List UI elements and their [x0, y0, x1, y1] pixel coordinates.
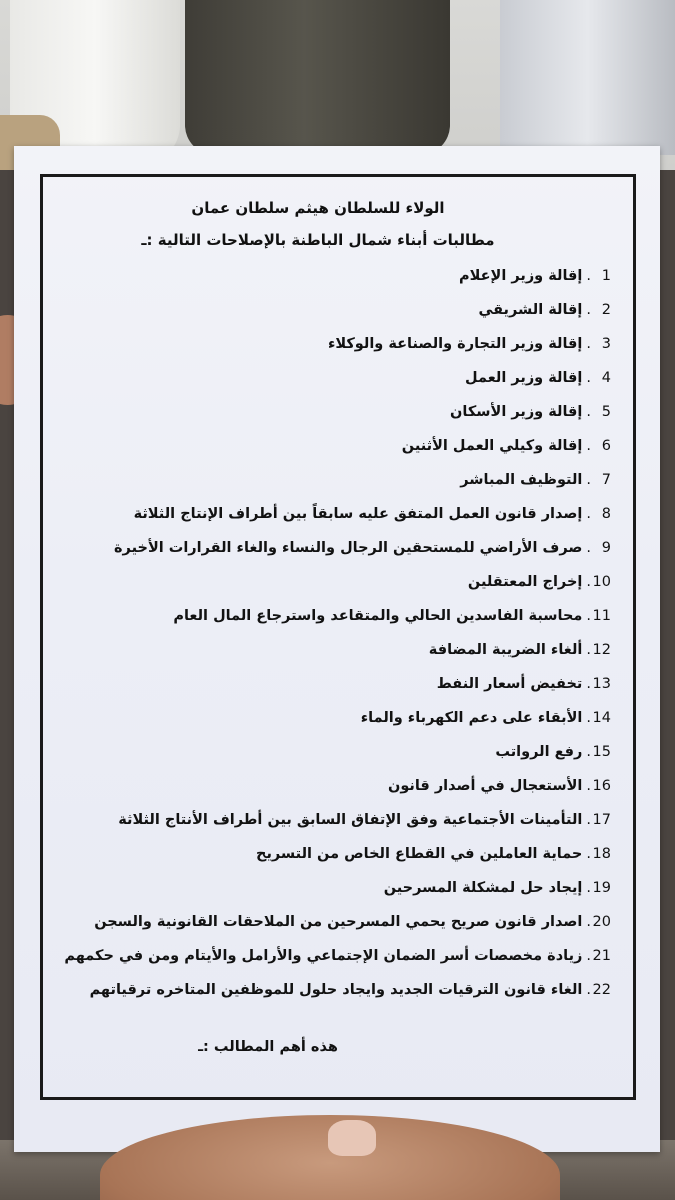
- list-item: [53, 259, 611, 293]
- item-number: 13: [592, 676, 611, 692]
- item-text: إيجاد حل لمشكلة المسرحين: [383, 880, 583, 896]
- item-text: الأبقاء على دعم الكهرباء والماء: [360, 710, 583, 726]
- list-item: [53, 361, 611, 395]
- item-text: صرف الأراضي للمستحقين الرجال والنساء والغاء القرارات الأخيرة: [114, 540, 583, 556]
- item-text: إقالة وزير التجارة والصناعة والوكلاء: [327, 336, 583, 352]
- thumbnail-nail: [328, 1120, 376, 1156]
- item-number: 1: [601, 268, 611, 284]
- item-text: الغاء قانون الترقيات الجديد وايجاد حلول للموظفين المتاخره ترقياتهم: [89, 982, 583, 998]
- heading-demands: مطالبات أبناء شمال الباطنة بالإصلاحات التالية :ـ: [141, 231, 495, 249]
- item-number: 12: [592, 642, 611, 658]
- item-number: 15: [592, 744, 611, 760]
- item-text: التوظيف المباشر: [460, 472, 583, 488]
- light-robe-right: [500, 0, 675, 155]
- item-number: 21: [592, 948, 611, 964]
- item-dash: .: [586, 506, 591, 522]
- list-item: [53, 905, 611, 939]
- item-number: 2: [601, 302, 611, 318]
- list-item: [53, 565, 611, 599]
- item-number: 14: [592, 710, 611, 726]
- list-item: [53, 293, 611, 327]
- list-item: [53, 701, 611, 735]
- list-item: [53, 803, 611, 837]
- item-dash: .: [586, 982, 591, 998]
- item-dash: .: [586, 370, 591, 386]
- list-item: [53, 633, 611, 667]
- list-item: [53, 871, 611, 905]
- item-text: ألغاء الضريبة المضافة: [428, 642, 583, 658]
- closing-line: هذه أهم المطالب :ـ: [198, 1039, 338, 1055]
- printed-sheet: [14, 146, 660, 1152]
- item-dash: .: [586, 540, 591, 556]
- list-item: [53, 837, 611, 871]
- item-dash: .: [586, 642, 591, 658]
- list-item: [53, 395, 611, 429]
- item-number: 22: [592, 982, 611, 998]
- item-dash: .: [586, 302, 591, 318]
- item-text: الأستعجال في أصدار قانون: [387, 778, 583, 794]
- item-text: رفع الرواتب: [495, 744, 583, 760]
- list-item: [53, 735, 611, 769]
- item-text: إقالة وزير الأسكان: [450, 404, 583, 420]
- item-dash: .: [586, 438, 591, 454]
- item-number: 4: [601, 370, 611, 386]
- item-number: 19: [592, 880, 611, 896]
- item-text: إقالة وزير الإعلام: [459, 268, 583, 284]
- item-text: حماية العاملين في القطاع الخاص من التسريح: [256, 846, 583, 862]
- item-number: 17: [592, 812, 611, 828]
- item-dash: .: [586, 914, 591, 930]
- item-number: 5: [601, 404, 611, 420]
- list-item: [53, 599, 611, 633]
- item-number: 3: [601, 336, 611, 352]
- item-dash: .: [586, 676, 591, 692]
- list-item: [53, 667, 611, 701]
- item-text: زيادة مخصصات أسر الضمان الإجتماعي والأرامل والأيتام ومن في حكمهم: [64, 948, 583, 964]
- item-text: إقالة وكيلي العمل الأثنين: [401, 438, 583, 454]
- bordered-frame: [40, 174, 636, 1100]
- item-dash: .: [586, 608, 591, 624]
- item-number: 11: [592, 608, 611, 624]
- item-dash: .: [586, 472, 591, 488]
- item-number: 10: [592, 574, 611, 590]
- document-body: [43, 177, 633, 1097]
- list-item: [53, 429, 611, 463]
- heading-loyalty: الولاء للسلطان هيثم سلطان عمان: [191, 199, 445, 217]
- item-dash: .: [586, 710, 591, 726]
- dark-robe-center: [185, 0, 450, 155]
- item-dash: .: [586, 574, 591, 590]
- item-number: 6: [601, 438, 611, 454]
- item-dash: .: [586, 336, 591, 352]
- item-number: 9: [601, 540, 611, 556]
- item-text: إصدار قانون العمل المتفق عليه سابقاً بين أطراف الإنتاج الثلاثة: [133, 506, 583, 522]
- list-item: [53, 939, 611, 973]
- list-item: [53, 531, 611, 565]
- item-dash: .: [586, 744, 591, 760]
- list-item: [53, 973, 611, 1007]
- item-number: 8: [601, 506, 611, 522]
- item-number: 7: [601, 472, 611, 488]
- list-item: [53, 327, 611, 361]
- item-dash: .: [586, 812, 591, 828]
- demands-list: [53, 259, 611, 1007]
- item-dash: .: [586, 404, 591, 420]
- item-number: 16: [592, 778, 611, 794]
- list-item: [53, 497, 611, 531]
- item-number: 18: [592, 846, 611, 862]
- item-dash: .: [586, 846, 591, 862]
- list-item: [53, 463, 611, 497]
- item-text: اصدار قانون صريح يحمي المسرحين من الملاحقات القانونية والسجن: [94, 914, 583, 930]
- item-text: إقالة الشريقي: [478, 302, 583, 318]
- item-dash: .: [586, 778, 591, 794]
- item-text: التأمينات الأجتماعية وفق الإتفاق السابق بين أطراف الأنتاج الثلاثة: [118, 812, 583, 828]
- item-text: محاسبة الفاسدين الحالي والمتقاعد واسترجاع المال العام: [173, 608, 583, 624]
- item-text: إخراج المعتقلين: [467, 574, 583, 590]
- item-text: إقالة وزير العمل: [465, 370, 583, 386]
- item-dash: .: [586, 880, 591, 896]
- item-number: 20: [592, 914, 611, 930]
- list-item: [53, 769, 611, 803]
- item-text: تخفيض أسعار النفط: [436, 676, 583, 692]
- item-dash: .: [586, 268, 591, 284]
- item-dash: .: [586, 948, 591, 964]
